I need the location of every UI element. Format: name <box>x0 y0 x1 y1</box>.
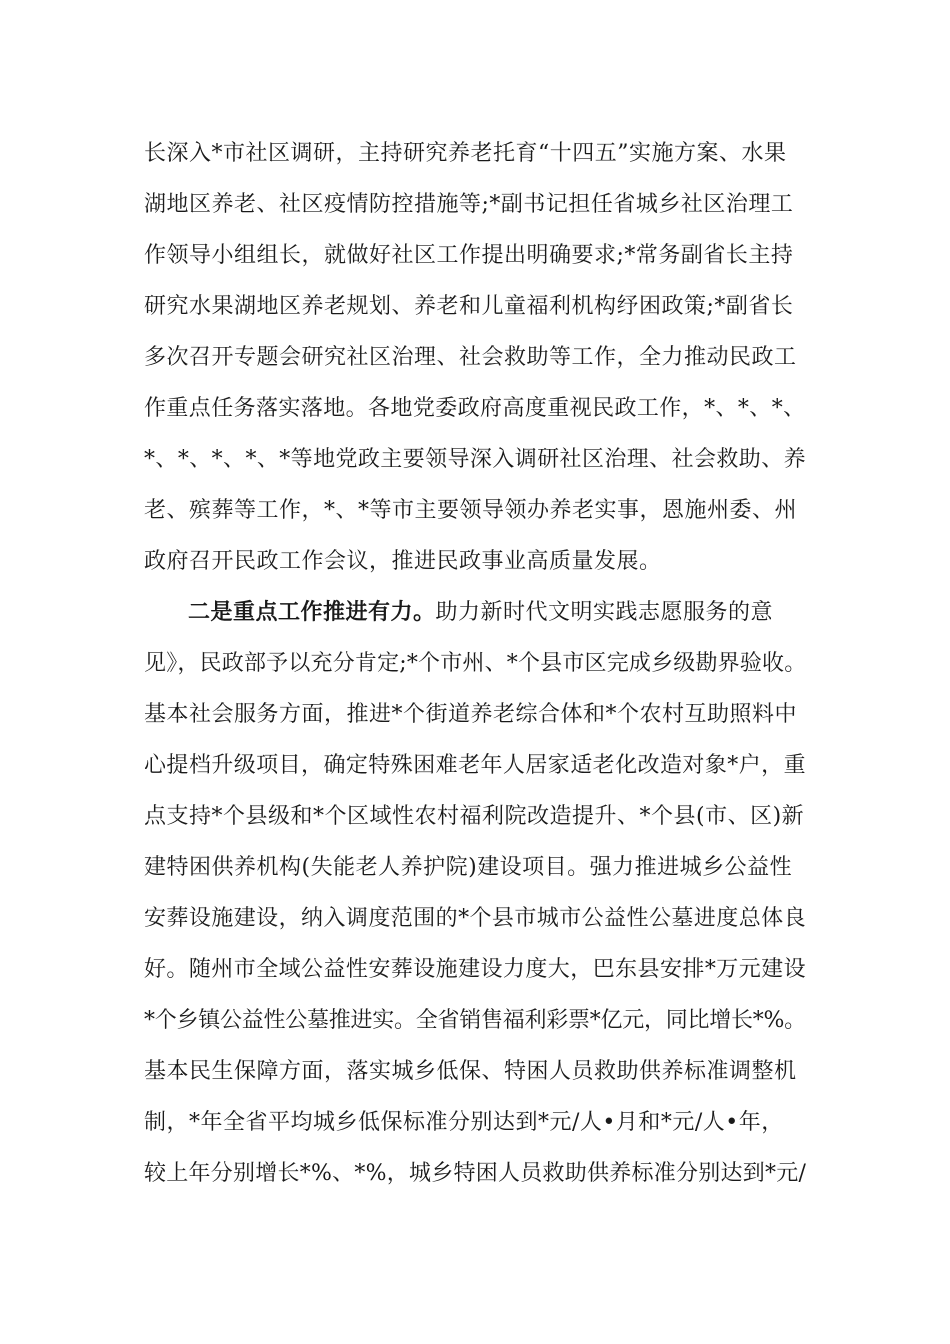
paragraph1-line: 作重点任务落实落地。各地党委政府高度重视民政工作，*、*、*、 <box>144 396 806 421</box>
paragraph1-line: 政府召开民政工作会议，推进民政事业高质量发展。 <box>144 549 662 574</box>
paragraph1-line: 老、殡葬等工作，*、*等市主要领导领办养老实事，恩施州委、州 <box>144 498 798 523</box>
paragraph1-line: 湖地区养老、社区疫情防控措施等;*副书记担任省城乡社区治理工 <box>144 192 794 217</box>
paragraph2-line: 基本民生保障方面，落实城乡低保、特困人员救助供养标准调整机 <box>144 1059 797 1084</box>
paragraph1-line: 作领导小组组长，就做好社区工作提出明确要求;*常务副省长主持 <box>144 243 794 268</box>
paragraph2-first-line <box>188 595 773 631</box>
paragraph2-line: 安葬设施建设，纳入调度范围的*个县市城市公益性公墓进度总体良 <box>144 906 807 931</box>
paragraph1-line: 多次召开专题会研究社区治理、社会救助等工作，全力推动民政工 <box>144 345 797 370</box>
paragraph2-line: 好。随州市全域公益性安葬设施建设力度大，巴东县安排*万元建设 <box>144 957 807 982</box>
paragraph2-heading: 二是重点工作推进有力。 <box>188 600 436 625</box>
paragraph2-line: *个乡镇公益性公墓推进实。全省销售福利彩票*亿元，同比增长*%。 <box>144 1008 806 1033</box>
paragraph1-line: *、*、*、*、*等地党政主要领导深入调研社区治理、社会救助、养 <box>144 447 807 472</box>
paragraph2-line: 基本社会服务方面，推进*个街道养老综合体和*个农村互助照料中 <box>144 702 798 727</box>
paragraph2-line: 点支持*个县级和*个区域性农村福利院改造提升、*个县(市、区)新 <box>144 804 805 829</box>
paragraph2-line: 见》，民政部予以充分肯定;*个市州、*个县市区完成乡级勘界验收。 <box>144 651 807 676</box>
paragraph1-line: 研究水果湖地区养老规划、养老和儿童福利机构纾困政策;*副省长 <box>144 294 794 319</box>
paragraph2-line: 建特困供养机构(失能老人养护院)建设项目。强力推进城乡公益性 <box>144 855 793 880</box>
paragraph2-line: 较上年分别增长*%、*%，城乡特困人员救助供养标准分别达到*元/ <box>144 1161 807 1186</box>
paragraph2-first-line-rest: 助力新时代文明实践志愿服务的意 <box>435 600 774 625</box>
paragraph2-line: 心提档升级项目，确定特殊困难老年人居家适老化改造对象*户，重 <box>144 753 807 778</box>
paragraph1-line: 长深入*市社区调研，主持研究养老托育“十四五”实施方案、水果 <box>144 141 787 166</box>
paragraph2-line: 制，*年全省平均城乡低保标准分别达到*元/人•月和*元/人•年， <box>144 1110 784 1135</box>
